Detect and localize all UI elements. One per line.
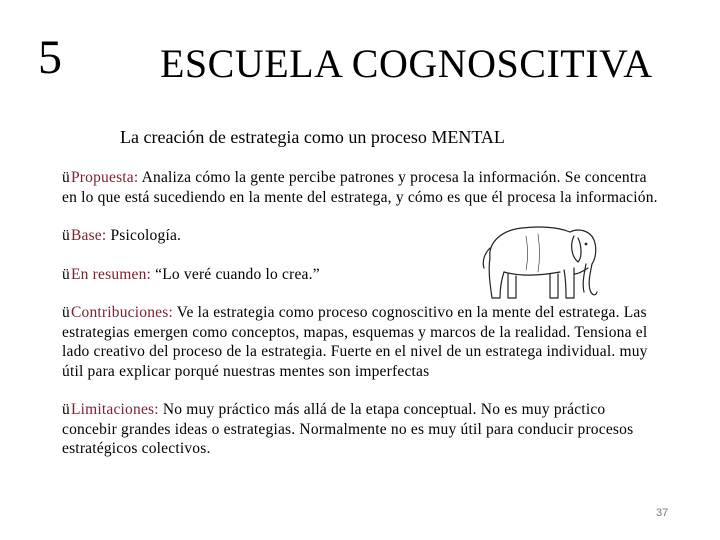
elephant-sketch-icon [478, 218, 608, 302]
bullet-text: Psicología. [106, 227, 182, 244]
slide-title: ESCUELA COGNOSCITIVA [160, 41, 653, 86]
bullet-list [62, 168, 662, 459]
slide-subtitle: La creación de estrategia como un proceso MENTAL [120, 127, 505, 147]
bullet-limitaciones [62, 400, 662, 459]
bullet-label: Base: [70, 227, 107, 244]
check-icon: ü [62, 169, 70, 186]
bullet-text: No muy práctico más allá de la etapa conceptual. No es muy práctico concebir grandes ideas o estrategias. Normalmente no es muy útil para conducir procesos estratégicos colectivos. [62, 401, 634, 457]
slide-number: 5 [38, 31, 62, 84]
bullet-propuesta [62, 168, 662, 207]
check-icon: ü [62, 304, 70, 321]
check-icon: ü [62, 227, 70, 244]
bullet-text: “Lo veré cuando lo crea.” [151, 265, 320, 283]
check-icon: ü [62, 265, 70, 283]
bullet-text: Analiza cómo la gente percibe patrones y procesa la información. Se concentra en lo que está sucediendo en la mente del estratega, y cómo es que él procesa la información. [62, 169, 658, 206]
check-icon: ü [62, 401, 70, 418]
bullet-label: Contribuciones: [70, 304, 173, 321]
bullet-label: En resumen: [70, 265, 152, 283]
page-number: 37 [656, 507, 669, 519]
bullet-label: Propuesta: [70, 169, 139, 186]
bullet-label: Limitaciones: [70, 401, 159, 418]
bullet-text: Ve la estrategia como proceso cognoscitivo en la mente del estratega. Las estrategias emergen como conceptos, mapas, esquemas y marcos de la realidad. Tensiona el lado creativo del proceso de la estrategia. Fuerte en el nivel de un estratega individual. muy útil para explicar porqué nuestras mentes son imperfectas [62, 304, 648, 380]
bullet-contribuciones [62, 303, 662, 381]
